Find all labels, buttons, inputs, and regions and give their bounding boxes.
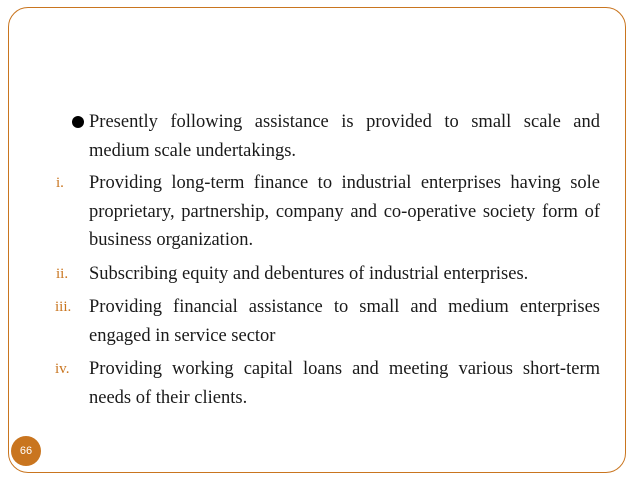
item-number: iv. [55,361,70,377]
item-text: Providing working capital loans and meeting various short-term needs of their clients. [89,359,600,408]
lead-bullet [72,108,600,165]
lead-text: Presently following assistance is provided to small scale and medium scale undertakings. [89,112,600,161]
item-number: i. [56,175,64,191]
item-number: iii. [55,299,72,315]
list-item-4 [55,355,600,412]
bullet-icon [72,116,84,128]
list-item-3 [55,293,600,350]
item-text: Providing financial assistance to small and medium enterprises engaged in service sector [89,297,600,346]
page-number-badge: 66 [11,436,41,466]
list-item-1 [56,169,600,255]
list-item-2 [56,260,600,289]
item-number: ii. [56,265,69,282]
item-text: Providing long-term finance to industrial enterprises having sole proprietary, partnership, company and co-operative society form of business organization. [89,173,600,250]
slide-content [55,108,600,417]
item-text: Subscribing equity and debentures of industrial enterprises. [89,263,529,284]
